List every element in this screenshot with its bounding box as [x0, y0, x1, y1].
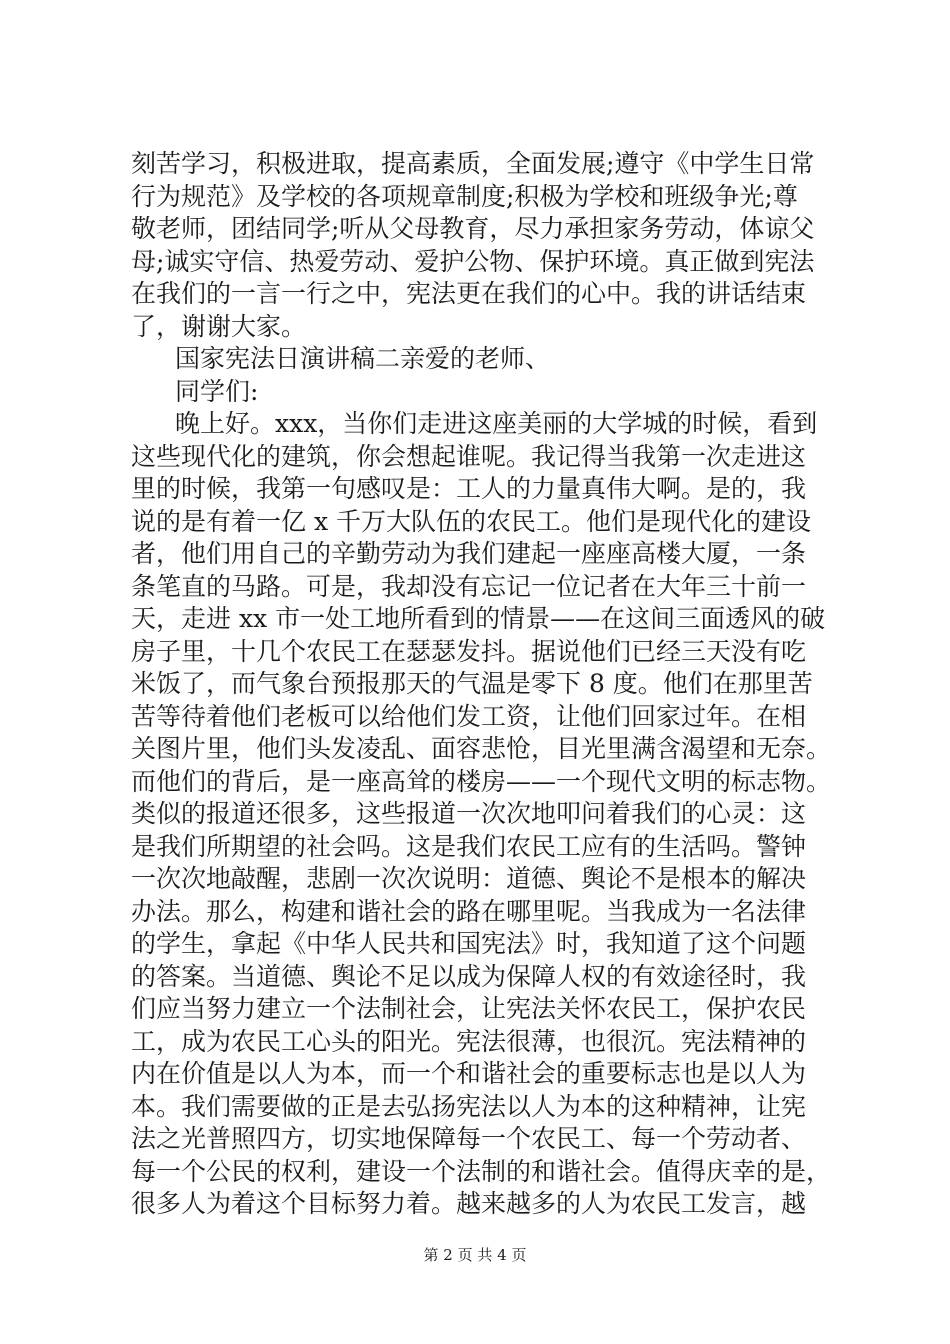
text-line: 敬老师，团结同学;听从父母教育，尽力承担家务劳动，体谅父	[131, 214, 815, 243]
paragraph-start-line: 晚上好。xxx，当你们走进这座美丽的大学城的时候，看到	[175, 409, 818, 438]
text-line: 刻苦学习，积极进取，提高素质，全面发展;遵守《中学生日常	[131, 149, 815, 178]
text-line: 了，谢谢大家。	[131, 311, 307, 341]
text-line: 关图片里，他们头发凌乱、面容悲怆，目光里满含渴望和无奈。	[131, 734, 832, 763]
text-line: 里的时候，我第一句感叹是：工人的力量真伟大啊。是的，我	[131, 474, 807, 503]
text-line: 母;诚实守信、热爱劳动、爱护公物、保护环境。真正做到宪法	[131, 246, 815, 276]
text-line: 每一个公民的权利，建设一个法制的和谐社会。值得庆幸的是，	[131, 1156, 832, 1186]
body-text	[131, 148, 831, 1221]
text-line: 米饭了，而气象台预报那天的气温是零下 8 度。他们在那里苦	[131, 669, 813, 698]
salutation-line: 同学们:	[175, 376, 259, 406]
text-line: 而他们的背后，是一座高耸的楼房——一个现代文明的标志物。	[131, 766, 832, 796]
text-line: 工，成为农民工心头的阳光。宪法很薄，也很沉。宪法精神的	[131, 1026, 807, 1056]
text-line: 条笔直的马路。可是，我却没有忘记一位记者在大年三十前一	[131, 571, 807, 601]
text-line: 的答案。当道德、舆论不足以成为保障人权的有效途径时，我	[131, 961, 807, 991]
text-line: 法之光普照四方，切实地保障每一个农民工、每一个劳动者、	[131, 1124, 807, 1153]
text-line: 说的是有着一亿 x 千万大队伍的农民工。他们是现代化的建设	[131, 506, 811, 536]
text-line: 内在价值是以人为本，而一个和谐社会的重要标志也是以人为	[131, 1059, 807, 1088]
page-footer	[0, 1245, 950, 1265]
text-line: 的学生，拿起《中华人民共和国宪法》时，我知道了这个问题	[131, 929, 807, 958]
text-line: 办法。那么，构建和谐社会的路在哪里呢。当我成为一名法律	[131, 896, 807, 926]
text-line: 很多人为着这个目标努力着。越来越多的人为农民工发言，越	[131, 1189, 807, 1218]
text-line: 本。我们需要做的正是去弘扬宪法以人为本的这种精神，让宪	[131, 1091, 807, 1121]
text-line: 这些现代化的建筑，你会想起谁呢。我记得当我第一次走进这	[131, 441, 807, 471]
page-number-label: 第 2 页 共 4 页	[423, 1246, 527, 1264]
text-line: 房子里，十几个农民工在瑟瑟发抖。据说他们已经三天没有吃	[131, 636, 807, 666]
text-line: 者，他们用自己的辛勤劳动为我们建起一座座高楼大厦，一条	[131, 539, 807, 568]
text-line: 是我们所期望的社会吗。这是我们农民工应有的生活吗。警钟	[131, 831, 807, 861]
text-line: 一次次地敲醒，悲剧一次次说明：道德、舆论不是根本的解决	[131, 864, 807, 893]
text-line: 天，走进 xx 市一处工地所看到的情景——在这间三面透风的破	[131, 604, 826, 633]
text-line: 类似的报道还很多，这些报道一次次地叩问着我们的心灵：这	[131, 799, 807, 828]
section-title-line: 国家宪法日演讲稿二亲爱的老师、	[175, 344, 551, 373]
text-line: 们应当努力建立一个法制社会，让宪法关怀农民工，保护农民	[131, 994, 807, 1023]
text-line: 行为规范》及学校的各项规章制度;积极为学校和班级争光;尊	[131, 181, 798, 211]
text-line: 苦等待着他们老板可以给他们发工资，让他们回家过年。在相	[131, 701, 807, 731]
text-line: 在我们的一言一行之中，宪法更在我们的心中。我的讲话结束	[131, 279, 807, 308]
